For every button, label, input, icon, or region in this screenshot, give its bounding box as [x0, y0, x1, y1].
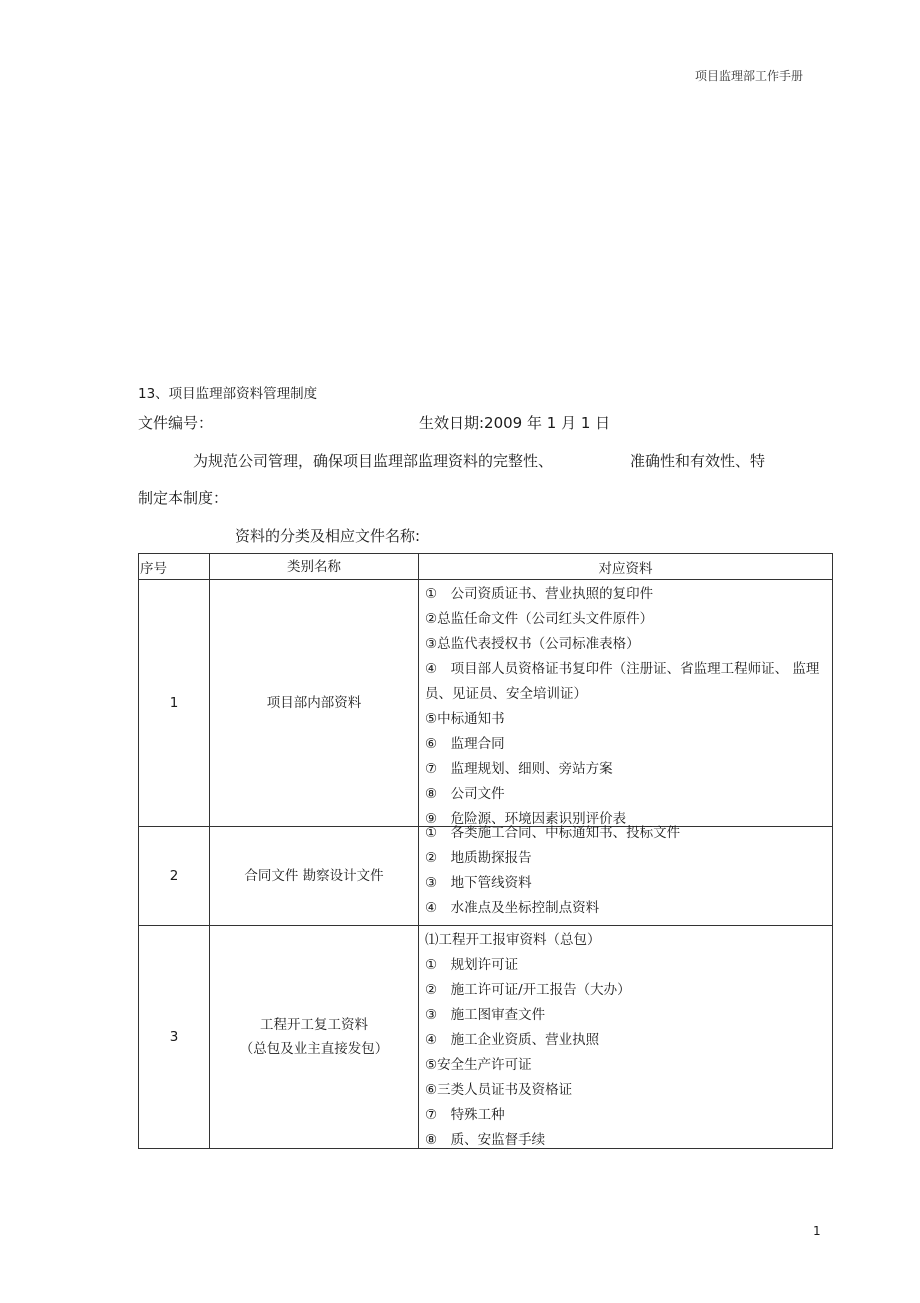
doc-item: ② 地质勘探报告: [425, 850, 532, 866]
row-category: [210, 827, 419, 926]
page-number: 1: [813, 1224, 821, 1238]
doc-item: ②总监任命文件（公司红头文件原件）: [425, 611, 654, 627]
doc-item: ③ 施工图审查文件: [425, 1007, 546, 1023]
table-caption: 资料的分类及相应文件名称:: [235, 527, 421, 545]
document-classification-table: [138, 553, 833, 1149]
doc-item: ④ 项目部人员资格证书复印件（注册证、省监理工程师证、 监理员、见证员、安全培训证）: [425, 661, 820, 702]
doc-item: ② 施工许可证/开工报告（大办）: [425, 982, 631, 998]
doc-item: ⑤中标通知书: [425, 711, 505, 727]
doc-item: ④ 水准点及坐标控制点资料: [425, 900, 600, 916]
row-category: [210, 580, 419, 827]
running-header: 项目监理部工作手册: [695, 69, 804, 83]
doc-item: ⑧ 公司文件: [425, 786, 505, 802]
row-docs: [419, 580, 833, 827]
row-docs: [419, 827, 833, 926]
doc-item: ⑦ 监理规划、细则、旁站方案: [425, 761, 613, 777]
row-no: 3: [139, 926, 210, 1149]
intro-text-part2: 准确性和有效性、特: [630, 452, 766, 470]
table-row: [139, 827, 833, 926]
doc-item: ① 公司资质证书、营业执照的复印件: [425, 586, 654, 602]
category-label: 工程开工复工资料: [260, 1017, 368, 1033]
doc-item: ⑧ 质、安监督手续: [425, 1132, 546, 1148]
table-row: [139, 926, 833, 1149]
section-title: 13、项目监理部资料管理制度: [138, 386, 318, 402]
category-label: 项目部内部资料: [266, 695, 362, 711]
doc-item: ③ 地下管线资料: [425, 875, 532, 891]
row-no: 2: [139, 827, 210, 926]
doc-item: ① 规划许可证: [425, 957, 519, 973]
doc-item: ③总监代表授权书（公司标准表格）: [425, 636, 640, 652]
file-number-label: 文件编号：: [138, 414, 214, 432]
doc-item: ④ 施工企业资质、营业执照: [425, 1032, 600, 1048]
effective-date: 生效日期:2009 年 1 月 1 日: [419, 414, 611, 432]
doc-item: ⑨ 危险源、环境因素识别评价表: [425, 811, 627, 826]
row-no: 1: [139, 580, 210, 827]
table-row: [139, 580, 833, 827]
doc-item: ⑤安全生产许可证: [425, 1057, 532, 1073]
doc-item: ⑦ 特殊工种: [425, 1107, 505, 1123]
table-header-row: [139, 554, 833, 580]
row-category: [210, 926, 419, 1149]
intro-text-part3: 制定本制度：: [138, 489, 229, 507]
doc-item: ⑴工程开工报审资料（总包）: [425, 932, 601, 948]
category-sublabel: （总包及业主直接发包）: [239, 1041, 389, 1057]
doc-item: ⑥ 监理合同: [425, 736, 505, 752]
row-docs: [419, 926, 833, 1149]
header-no: 序号: [139, 554, 210, 580]
header-category: 类别名称: [210, 554, 419, 580]
doc-item: ① 各类施工合同、中标通知书、投标文件: [425, 825, 681, 841]
category-label: 合同文件 勘察设计文件: [244, 868, 384, 884]
header-docs: 对应资料: [419, 554, 833, 580]
doc-item: ⑥三类人员证书及资格证: [425, 1082, 573, 1098]
intro-text-part1: 为规范公司管理，确保项目监理部监理资料的完整性、: [193, 452, 554, 470]
